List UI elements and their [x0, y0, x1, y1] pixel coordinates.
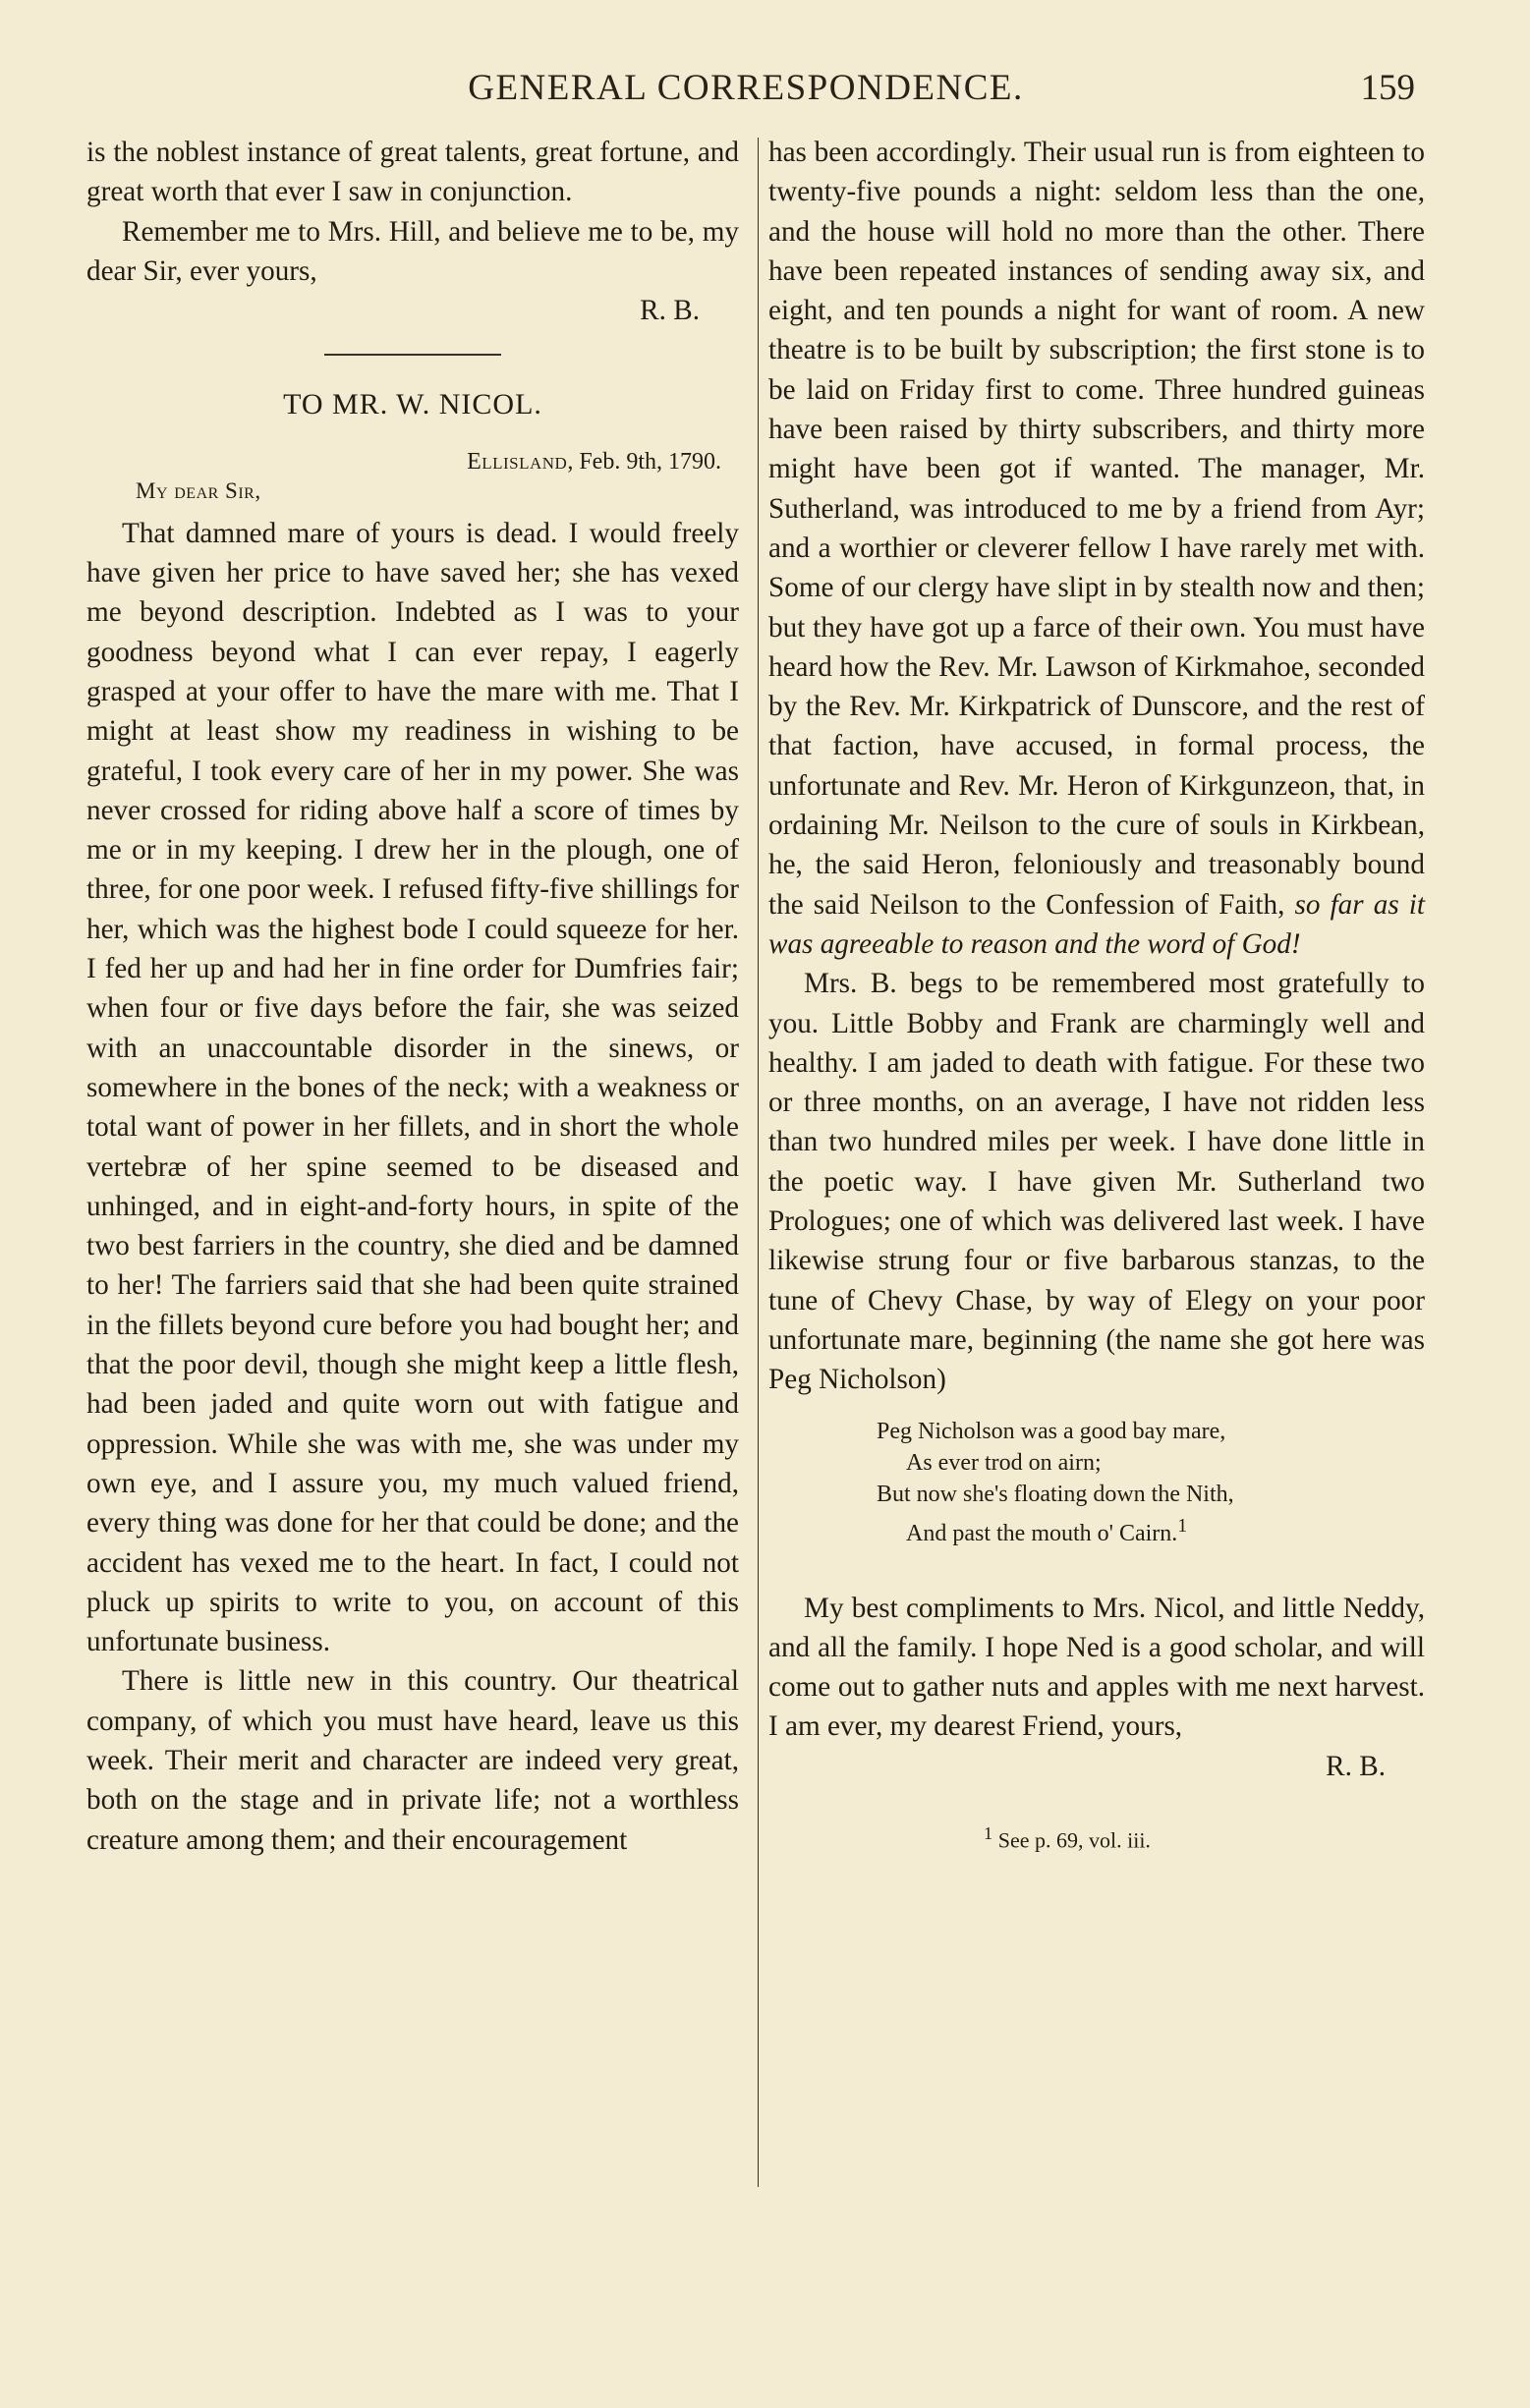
- salutation-text: My dear Sir,: [136, 477, 261, 503]
- salutation: [86, 476, 739, 506]
- page-number: 159: [1360, 68, 1415, 108]
- poem-line: [877, 1510, 1425, 1549]
- left-column: [86, 133, 739, 1860]
- dateline: [86, 447, 739, 476]
- right-column: [768, 133, 1425, 1861]
- column-rule: [758, 138, 759, 2187]
- poem-line: But now she's floating down the Nith,: [877, 1481, 1234, 1507]
- paragraph: [768, 133, 1425, 964]
- paragraph: is the noblest instance of great talents, great fortune, and great worth that ever I saw in conjunction.: [86, 137, 739, 208]
- poem-line: Peg Nicholson was a good bay mare,: [877, 1418, 1226, 1444]
- paragraph-text: has been accordingly. Their usual run is from eighteen to twenty-five pounds a night: seldom less than the one, and the house will hold no more than the other. There have been repeated instances of sending away six, and eight, and ten pounds a night for want of room. A new theatre is to be built by subscription; the first stone is to be laid on Friday first to come. Three hundred guineas have been raised by thirty subscribers, and thirty more might have been got if wanted. The manager, Mr. Sutherland, was introduced to me by a friend from Ayr; and a worthier or cleverer fellow I have rarely met with. Some of our clergy have slipt in by stealth now and then; but they have got up a farce of their own. You must have heard how the Rev. Mr. Lawson of Kirkmahoe, seconded by the Rev. Mr. Kirkpatrick of Dunscore, and the rest of that faction, have accused, in formal process, the unfortunate and Rev. Mr. Heron of Kirkgunzeon, that, in ordaining Mr. Neilson to the cure of souls in Kirkbean, he, the said Heron, feloniously and treasonably bound the said Neilson to the Confession of Faith,: [768, 137, 1425, 921]
- footnote-marker: 1: [1177, 1514, 1188, 1537]
- poem-line: As ever trod on airn;: [906, 1449, 1102, 1476]
- letter-heading: TO MR. W. NICOL.: [283, 388, 542, 421]
- footnote: [768, 1814, 1425, 1861]
- section-divider: [324, 354, 501, 356]
- poem: [877, 1416, 1425, 1549]
- paragraph: Mrs. B. begs to be remembered most gratefully to you. Little Bobby and Frank are charmingly well and healthy. I am jaded to death with fatigue. For these two or three months, on an average, I have not ridden less than two hundred miles per week. I have done little in the poetic way. I have given Mr. Sutherland two Prologues; one of which was delivered last week. I have likewise strung four or five barbarous stanzas, to the tune of Chevy Chase, by way of Elegy on your poor unfortunate mare, beginning (the name she got here was Peg Nicholson): [768, 968, 1425, 1396]
- page-header: [77, 65, 1415, 114]
- paragraph: That damned mare of yours is dead. I would freely have given her price to have saved her; she has vexed me beyond description. Indebted as I was to your goodness beyond what I can ever repay, I eagerly grasped at your offer to have the mare with me. That I might at least show my readiness in wishing to be grateful, I took every care of her in my power. She was never crossed for riding above half a score of times by me or in my keeping. I drew her in the plough, one of three, for one poor week. I refused fifty-five shillings for her, which was the highest bode I could squeeze for her. I fed her up and had her in fine order for Dumfries fair; when four or five days before the fair, she was seized with an unaccountable disorder in the sinews, or somewhere in the bones of the neck; with a weakness or total want of power in her fillets, and in short the whole vertebræ of her spine seemed to be diseased and unhinged, and in eight-and-forty hours, in spite of the two best farriers in the country, she died and be damned to her! The farriers said that she had been quite strained in the fillets beyond cure before you had bought her; and that the poor devil, though she might keep a little flesh, had been jaded and quite worn out with fatigue and oppression. While she was with me, she was under my own eye, and I assure you, my much valued friend, every thing was done for her that could be done; and the accident has vexed me to the heart. In fact, I could not pluck up spirits to write to you, on account of this unfortunate business.: [86, 517, 739, 1658]
- italic-quote: so far as it was agreeable to reason and the word of God!: [768, 888, 1425, 960]
- paragraph: Remember me to Mrs. Hill, and believe me to be, my dear Sir, ever yours,: [86, 215, 739, 287]
- dateline-date: , Feb. 9th, 1790.: [567, 448, 721, 475]
- footnote-text: See p. 69, vol. iii.: [997, 1827, 1151, 1853]
- dateline-place: Ellisland: [467, 448, 568, 475]
- signature: R. B.: [1326, 1750, 1386, 1782]
- paragraph: My best compliments to Mrs. Nicol, and little Neddy, and all the family. I hope Ned is a good scholar, and will come out to gather nuts and apples with me next harvest. I am ever, my dearest Friend, yours,: [768, 1592, 1425, 1743]
- footnote-number: 1: [984, 1822, 993, 1843]
- paragraph: There is little new in this country. Our theatrical company, of which you must have heard, leave us this week. Their merit and character are indeed very great, both on the stage and in private life; not a worthless creature among them; and their encouragement: [86, 1665, 739, 1856]
- poem-line-text: And past the mouth o' Cairn.: [906, 1520, 1178, 1546]
- running-title: GENERAL CORRESPONDENCE.: [468, 68, 1024, 108]
- signature: R. B.: [640, 295, 700, 327]
